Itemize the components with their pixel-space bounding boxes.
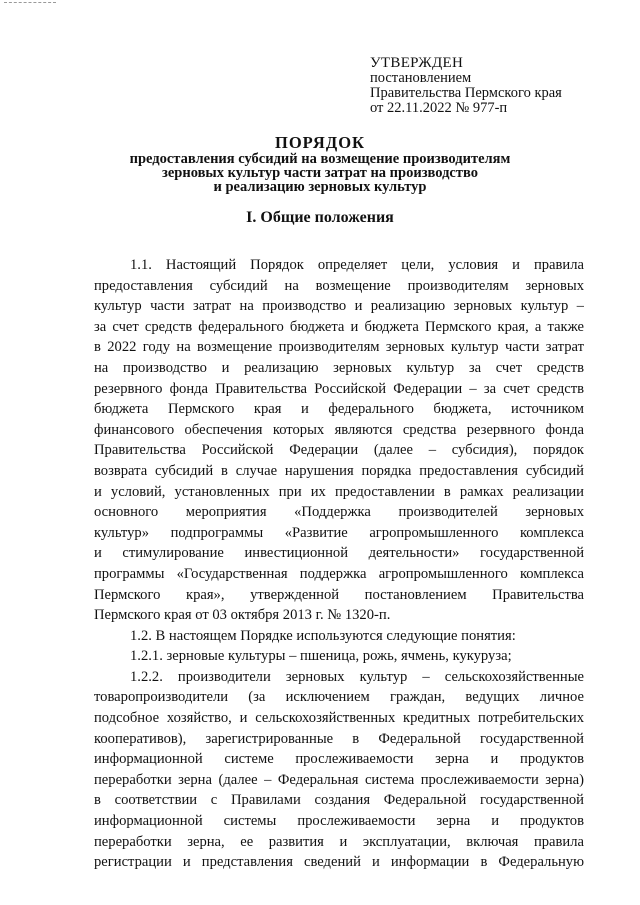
body-line: за счет средств федерального бюджета и бюджета Пермского края, а также (94, 318, 584, 335)
body-line: и условий, установленных при их предоставлении в рамках реализации (94, 483, 584, 500)
body-line: возврата субсидий в случае нарушения порядка предоставления субсидий (94, 462, 584, 479)
approval-line-1: постановлением (370, 70, 472, 86)
body-line: Пермского края», утвержденной постановлением Правительства (94, 586, 584, 603)
approval-line-2: Правительства Пермского края (370, 85, 562, 101)
approval-line-3: от 22.11.2022 № 977-п (370, 100, 508, 116)
body-line: программы «Государственная поддержка агропромышленного комплекса (94, 565, 584, 582)
body-line: информационной системы прослеживаемости зерна и продуктов (94, 813, 584, 830)
body-line: основного мероприятия «Поддержка производителей зерновых (94, 504, 584, 521)
body-line: Правительства Российской Федерации (далее – субсидия), порядок (94, 442, 584, 459)
body-line: культур части затрат на производство и реализацию зерновых культур – (94, 298, 584, 315)
body-line: товаропроизводители (за исключением граждан, ведущих личное (94, 689, 584, 706)
subtitle-line-2: зерновых культур части затрат на производство (162, 165, 478, 181)
body-line: в 2022 году на возмещение производителям зерновых культур части затрат (94, 339, 584, 356)
document-body (94, 255, 584, 873)
body-line: переработки зерна (далее – Федеральная система прослеживаемости зерна) (94, 771, 584, 788)
body-line: бюджета Пермского края и федерального бюджета, источником (94, 401, 584, 418)
body-line: 1.1. Настоящий Порядок определяет цели, условия и правила (130, 257, 584, 273)
subtitle-line-1: предоставления субсидий на возмещение производителям (129, 151, 511, 167)
document-subtitle (80, 152, 560, 194)
body-line: и стимулирование инвестиционной деятельности» государственной (94, 545, 584, 562)
approval-block (370, 56, 630, 116)
body-line: резервного фонда Правительства Российской Федерации – за счет средств (94, 380, 584, 397)
document-title: ПОРЯДОК (275, 133, 365, 152)
body-line: финансового обеспечения которых являются средства резервного фонда (94, 421, 584, 438)
body-line: 1.2. В настоящем Порядке используются следующие понятия: (130, 627, 516, 644)
body-line: 1.2.2. производители зерновых культур – сельскохозяйственные (130, 668, 584, 685)
body-line: 1.2.1. зерновые культуры – пшеница, рожь, ячмень, кукуруза; (130, 648, 512, 665)
body-line: переработки зерна, ее развития и эксплуатации, включая правила (94, 833, 584, 850)
approval-title: УТВЕРЖДЕН (370, 55, 464, 71)
body-line: культур» подпрограммы «Развитие агропромышленного комплекса (94, 524, 584, 541)
section-heading: I. Общие положения (246, 209, 394, 226)
body-line: на производство и реализацию зерновых культур за счет средств (94, 359, 584, 376)
body-line: регистрации и представления сведений и информации в Федеральную (94, 854, 584, 871)
subtitle-line-3: и реализацию зерновых культур (213, 179, 427, 195)
body-line: Пермского края от 03 октября 2013 г. № 1320-п. (94, 607, 391, 624)
body-line: кооперативов), зарегистрированные в Федеральной государственной (94, 730, 584, 747)
body-line: подсобное хозяйство, и сельскохозяйственных кредитных потребительских (94, 710, 584, 727)
body-line: в соответствии с Правилами создания Федеральной государственной (94, 792, 584, 809)
body-line: информационной системе прослеживаемости зерна и продуктов (94, 751, 584, 768)
scan-corner-mark (4, 2, 56, 4)
body-line: предоставления субсидий на возмещение производителям зерновых (94, 277, 584, 294)
